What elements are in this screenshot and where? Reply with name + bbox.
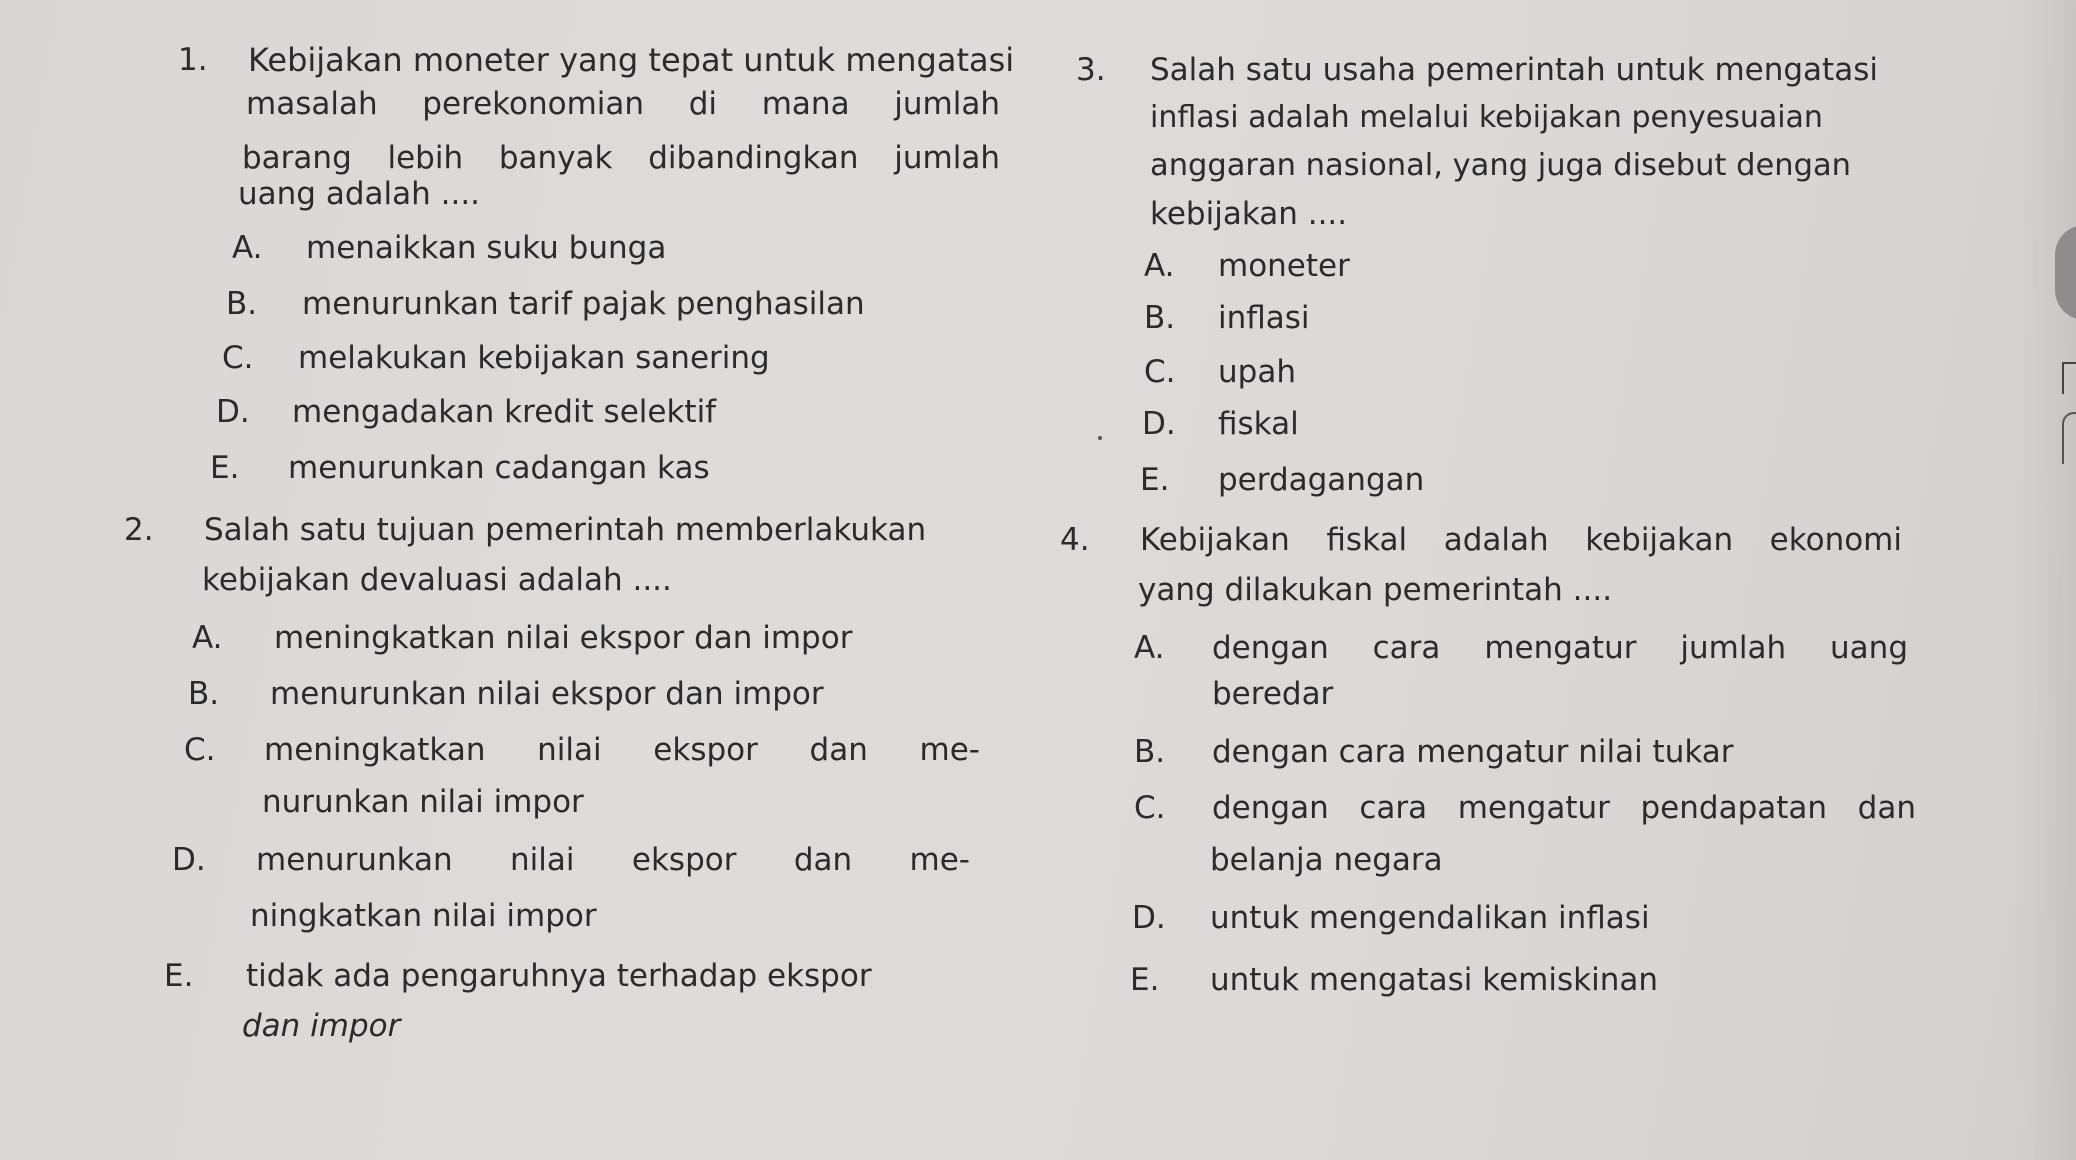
q2-option-d-line-1: menurunkan nilai ekspor dan me-: [256, 842, 970, 878]
q3-option-a: moneter: [1218, 248, 1350, 284]
q3-option-b: inflasi: [1218, 300, 1310, 336]
q4-option-e: untuk mengatasi kemiskinan: [1210, 962, 1659, 998]
question-3-number: 3.: [1076, 52, 1106, 88]
q3-option-d: fiskal: [1218, 406, 1299, 442]
question-4-line-1: Kebijakan fiskal adalah kebijakan ekonomi: [1140, 522, 1902, 558]
q3-option-e: perdagangan: [1218, 462, 1425, 498]
question-1-line-4: uang adalah ....: [238, 176, 481, 212]
q2-option-e-line-2: dan impor: [242, 1008, 401, 1044]
q2-option-e-letter: E.: [164, 958, 194, 994]
question-2-number: 2.: [124, 512, 154, 548]
question-4-number: 4.: [1060, 522, 1090, 558]
question-1-line-3: barang lebih banyak dibandingkan jumlah: [242, 140, 1000, 176]
q3-option-e-letter: E.: [1140, 462, 1170, 498]
q2-option-b-letter: B.: [188, 676, 220, 712]
q4-option-d: untuk mengendalikan inflasi: [1210, 900, 1650, 936]
q2-option-c-letter: C.: [184, 732, 216, 768]
question-4-line-2: yang dilakukan pemerintah ....: [1138, 572, 1613, 608]
q4-option-b-letter: B.: [1134, 734, 1166, 770]
page-edge-shadow: [2016, 0, 2076, 1160]
q3-option-c-letter: C.: [1144, 354, 1176, 390]
edge-fragment-curve: [2062, 412, 2076, 464]
q1-option-b: menurunkan tarif pajak penghasilan: [302, 286, 865, 322]
q2-option-d-line-2: ningkatkan nilai impor: [250, 898, 597, 934]
q3-option-c: upah: [1218, 354, 1296, 390]
q2-option-c-line-1: meningkatkan nilai ekspor dan me-: [264, 732, 980, 768]
q2-option-d-letter: D.: [172, 842, 206, 878]
q4-option-e-letter: E.: [1130, 962, 1160, 998]
question-3-line-2: inflasi adalah melalui kebijakan penyesuaian: [1150, 100, 1823, 135]
speck-dot: [1098, 436, 1102, 440]
q1-option-e: menurunkan cadangan kas: [288, 450, 710, 486]
q4-option-c-line-2: belanja negara: [1210, 842, 1443, 878]
question-2-line-1: Salah satu tujuan pemerintah memberlakukan: [204, 512, 927, 548]
q1-option-d: mengadakan kredit selektif: [292, 394, 717, 430]
question-3-line-4: kebijakan ....: [1150, 196, 1348, 232]
question-3-line-1: Salah satu usaha pemerintah untuk mengatasi: [1150, 52, 1878, 88]
q4-option-c-line-1: dengan cara mengatur pendapatan dan: [1212, 790, 1916, 826]
q4-option-c-letter: C.: [1134, 790, 1166, 826]
q1-option-a: menaikkan suku bunga: [306, 230, 667, 266]
q3-option-b-letter: B.: [1144, 300, 1176, 336]
q4-option-a-line-1: dengan cara mengatur jumlah uang: [1212, 630, 1908, 666]
q1-option-d-letter: D.: [216, 394, 250, 430]
q1-option-c: melakukan kebijakan sanering: [298, 340, 770, 376]
q4-option-a-letter: A.: [1134, 630, 1165, 666]
q1-option-b-letter: B.: [226, 286, 258, 322]
q2-option-a-letter: A.: [192, 620, 223, 656]
q4-option-a-line-2: beredar: [1212, 676, 1334, 712]
q2-option-a: meningkatkan nilai ekspor dan impor: [274, 620, 853, 656]
question-1-line-1: Kebijakan moneter yang tepat untuk mengatasi: [248, 41, 1015, 79]
question-1-number: 1.: [178, 42, 208, 78]
question-1-line-2: masalah perekonomian di mana jumlah: [246, 86, 1000, 122]
q3-option-a-letter: A.: [1144, 248, 1175, 284]
question-2-line-2: kebijakan devaluasi adalah ....: [202, 562, 672, 598]
q3-option-d-letter: D.: [1142, 406, 1176, 442]
edge-fragment-mark: [2062, 362, 2076, 394]
q4-option-d-letter: D.: [1132, 900, 1166, 936]
q2-option-c-line-2: nurunkan nilai impor: [262, 784, 584, 820]
q4-option-b: dengan cara mengatur nilai tukar: [1212, 734, 1734, 770]
question-3-line-3: anggaran nasional, yang juga disebut dengan: [1150, 148, 1851, 183]
q1-option-c-letter: C.: [222, 340, 254, 376]
q1-option-e-letter: E.: [210, 450, 240, 486]
q1-option-a-letter: A.: [232, 230, 263, 266]
q2-option-b: menurunkan nilai ekspor dan impor: [270, 676, 824, 712]
q2-option-e-line-1: tidak ada pengaruhnya terhadap ekspor: [246, 958, 872, 994]
